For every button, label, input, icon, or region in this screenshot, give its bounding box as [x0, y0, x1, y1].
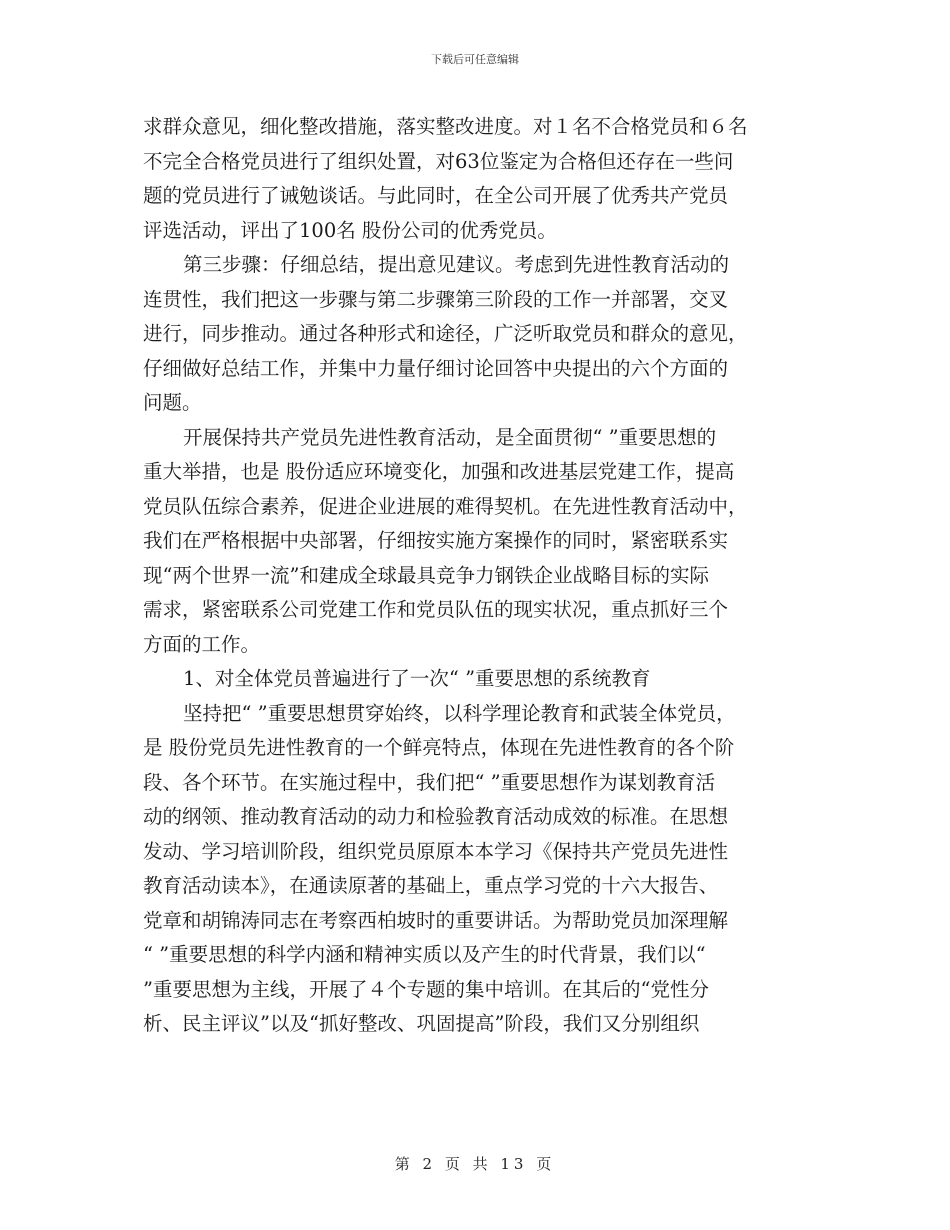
text-line: 评选活动，评出了100名 股份公司的优秀党员。	[143, 218, 557, 242]
paragraph-start-line: 第三步骤：仔细总结，提出意见建议。考虑到先进性教育活动的	[183, 253, 730, 276]
text-line: 进行，同步推动。通过各种形式和途径，广泛听取党员和群众的意见，	[143, 322, 748, 345]
text-line: 求群众意见，细化整改措施，落实整改进度。对１名不合格党员和６名	[143, 115, 748, 138]
text-line: 问题。	[143, 391, 202, 414]
text-line: 我们在严格根据中央部署，仔细按实施方案操作的同时，紧密联系实	[143, 529, 729, 552]
text-line: 连贯性，我们把这一步骤与第二步骤第三阶段的工作一并部署，交叉	[143, 287, 729, 311]
text-line: “ ”重要思想的科学内涵和精神实质以及产生的时代背景，我们以“	[143, 943, 706, 966]
text-line: 重大举措，也是 股份适应环境变化，加强和改进基层党建工作，提高	[143, 460, 735, 483]
text-line: 方面的工作。	[143, 632, 261, 656]
section-heading: 1、对全体党员普遍进行了一次“ ”重要思想的系统教育	[183, 667, 651, 690]
text-line: 教育活动读本》，在通读原著的基础上，重点学习党的十六大报告、	[143, 874, 719, 897]
document-body	[143, 110, 823, 1042]
page-footer: 第 2 页 共 13 页	[394, 1155, 556, 1173]
text-line: 发动、学习培训阶段，组织党员原原本本学习《保持共产党员先进性	[143, 839, 729, 863]
text-line: 是 股份党员先进性教育的一个鲜亮特点，体现在先进性教育的各个阶	[143, 736, 735, 759]
page-header: 下载后可任意编辑	[431, 53, 519, 66]
text-line: 段、各个环节。在实施过程中，我们把“ ”重要思想作为谋划教育活	[143, 770, 716, 794]
text-line: 现“两个世界一流”和建成全球最具竞争力钢铁企业战略目标的实际	[143, 563, 709, 587]
text-line: 需求，紧密联系公司党建工作和党员队伍的现实状况，重点抓好三个	[143, 598, 729, 621]
text-line: 不完全合格党员进行了组织处置，对63位鉴定为合格但还存在一些问	[143, 149, 734, 173]
text-line: ”重要思想为主线，开展了４个专题的集中培训。在其后的“党性分	[143, 977, 709, 1001]
text-line: 题的党员进行了诫勉谈话。与此同时，在全公司开展了优秀共产党员	[143, 184, 729, 207]
text-line: 党章和胡锦涛同志在考察西柏坡时的重要讲话。为帮助党员加深理解	[143, 908, 729, 932]
text-line: 析、民主评议”以及“抓好整改、巩固提高”阶段，我们又分别组织	[143, 1012, 700, 1035]
text-line: 仔细做好总结工作，并集中力量仔细讨论回答中央提出的六个方面的	[143, 356, 729, 380]
text-line: 党员队伍综合素养，促进企业进展的难得契机。在先进性教育活动中，	[143, 494, 748, 518]
text-line: 动的纲领、推动教育活动的动力和检验教育活动成效的标准。在思想	[143, 805, 729, 828]
paragraph-start-line: 开展保持共产党员先进性教育活动，是全面贯彻“ ”重要思想的	[183, 425, 717, 449]
paragraph-start-line: 坚持把“ ”重要思想贯穿始终，以科学理论教育和武装全体党员，	[183, 701, 736, 725]
